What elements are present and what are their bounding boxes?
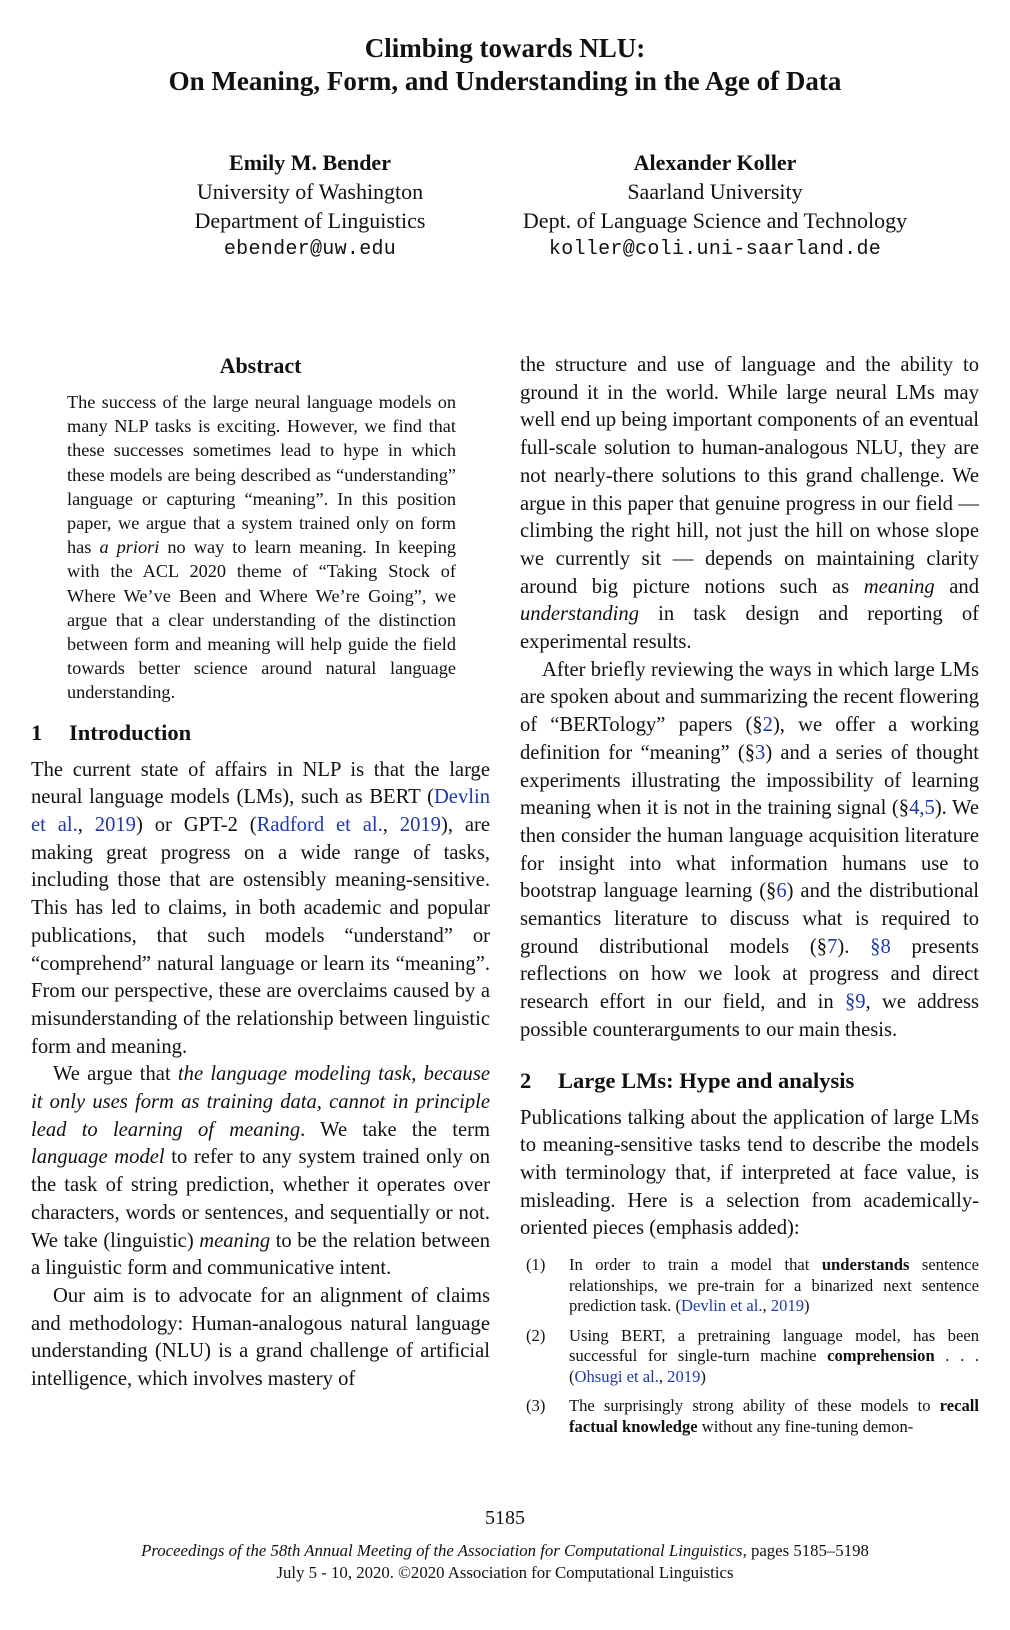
section-number: 1 [31,719,43,745]
citation-link-devlin[interactable]: Devlin et al. [31,786,490,837]
intro-paragraph-3: Our aim is to advocate for an alignment of claims and methodology: Human-analogous natural language understanding (NLU) is a grand challenge of artificial intelligence, which involves mastery of [31,1285,490,1391]
abstract-text: The success of the large neural language models on many NLP tasks is exciting. However, we find that these successes sometimes lead to hype in which these models are being described as “understanding” language or capturing “meaning”. In this position paper, we argue that a system trained only on form has [67,392,456,558]
citation-year-link[interactable]: 2019 [667,1366,701,1386]
section-ref-link[interactable]: 7 [827,935,838,958]
citation-link-ohsugi[interactable]: Ohsugi et al. [574,1366,659,1386]
paragraph-text: We argue that [53,1063,178,1086]
example-item [520,1396,979,1437]
paragraph-text: in task design and reporting of experimental results. [520,603,979,654]
citation-year-link[interactable]: 2019 [770,1296,805,1316]
intro-paragraph-2 [31,1061,490,1283]
intro-paragraph-3-continued [520,352,979,657]
paragraph-text: , [77,814,95,837]
paragraph-text: ) and the distributional semantics literature to discuss what is required to ground distributional models (§ [520,880,979,958]
example-text-part: The surprisingly strong ability of these models to [569,1396,940,1416]
abstract-heading: Abstract [219,353,302,378]
author-name: Emily M. Bender [229,150,391,175]
example-emphasis: understands [821,1255,910,1275]
paragraph-text: The current state of affairs in NLP is that the large neural language models (LMs), such as BERT ( [31,758,490,809]
section-ref-link[interactable]: §8 [870,935,891,958]
example-item [520,1255,979,1317]
right-column [520,352,979,1446]
title-line-1: Climbing towards NLU: [364,33,646,63]
footer-line-2 [0,1562,1010,1584]
footer-copyright: 2020 Association for Computational Linguistics [410,1563,734,1582]
abstract-emphasis: a priori [99,537,160,558]
footer-line-1 [0,1540,1010,1562]
example-text-part: , [762,1296,771,1316]
section-title: Introduction [69,719,192,745]
author-affiliation: Saarland University [627,179,803,204]
section-ref-link[interactable]: 6 [776,880,787,903]
intro-paragraph-1 [31,757,490,1062]
paper-title [0,32,1010,98]
section-heading-introduction [31,719,490,747]
example-item [520,1326,979,1388]
section-ref-link[interactable]: 4 [909,797,920,820]
example-text-part: In order to train a model that [569,1255,822,1275]
author-email[interactable]: koller@coli.uni-saarland.de [548,238,882,261]
page-number: 5185 [485,1507,525,1529]
section-ref-link[interactable]: 3 [755,741,766,764]
paragraph-text: the structure and use of language and the ability to ground it in the world. While large neural LMs may well end up being important components of an eventual full-scale solution to human-analogous NLU, they are not nearly-there solutions to this grand challenge. We argue in this paper that genuine progress in our field — climbing the right hill, not just the hill on whose slope we currently sit — depends on maintaining clarity around big picture notions such as [520,354,979,598]
proceedings-footer [0,1540,1010,1584]
example-text-part: sentence relationships, we pre-train for a binarized next sentence prediction task. ( [569,1255,979,1316]
paragraph-text: presents reflections on how we look at progress and direct research effort in our field, and in [520,935,979,1014]
paragraph-text: , [382,814,400,837]
title-line-2: On Meaning, Form, and Understanding in the Age of Data [168,66,842,96]
section-ref-link[interactable]: 5 [924,797,935,820]
paragraph-text: to be the relation between a linguistic form and communicative intent. [31,1229,490,1280]
paragraph-text: ). We then consider the human language acquisition literature for insight into what information humans use to bootstrap language learning (§ [520,797,979,903]
section-ref-link[interactable]: 2 [762,714,773,737]
paragraph-text: . We take the term [300,1118,491,1141]
citation-link-devlin[interactable]: Devlin et al. [680,1296,763,1316]
example-emphasis: recall factual knowledge [569,1396,979,1436]
emphasis-text: language model [31,1146,165,1169]
example-text-part: ) [804,1296,810,1316]
emphasis-text: meaning [863,575,935,598]
paragraph-text: After briefly reviewing the ways in which large LMs are spoken about and summarizing the recent flowering of “BERTology” papers (§ [520,658,979,737]
section-number: 2 [520,1067,532,1093]
emphasis-text: understanding [520,603,639,626]
example-text-part: Using BERT, a pretraining language model, has been successful for single-turn machine [569,1325,979,1366]
author-name: Alexander Koller [633,150,797,175]
citation-link-radford[interactable]: Radford et al. [256,814,383,837]
author-block-koller [470,148,960,264]
example-text [569,1326,979,1388]
section2-paragraph-1: Publications talking about the application of large LMs to meaning-sensitive tasks tend to describe the models with terminology that, if interpreted at face value, is misleading. Here is a selection from academically-oriented pieces (emphasis added): [520,1106,979,1240]
section-ref-link[interactable]: §9 [844,991,866,1014]
example-number: (3) [526,1396,546,1416]
section-heading-large-lms [520,1067,979,1095]
example-emphasis: comprehension [827,1346,935,1366]
example-text-part: ) [700,1366,706,1386]
paragraph-text: ) or GPT-2 ( [135,814,257,837]
footer-pages: , pages 5185–5198 [742,1541,869,1560]
emphasis-text: the language modeling task, because it only uses form as training data, cannot in principle lead to learning of meaning [31,1063,491,1141]
footer-venue: Proceedings of the 58th Annual Meeting of the Association for Computational Linguistics [141,1541,743,1560]
abstract-text: no way to learn meaning. In keeping with the ACL 2020 theme of “Taking Stock of Where We’ve Been and Where We’re Going”, we argue that a clear understanding of the distinction between form and meaning will help guide the field towards better science around natural language understanding. [67,537,456,703]
example-text-part: . . . ( [569,1346,979,1386]
emphasis-text: meaning [199,1229,271,1252]
author-email[interactable]: ebender@uw.edu [223,238,397,261]
paragraph-text: ), are making great progress on a wide range of tasks, including those that are ostensibly meaning-sensitive. This has led to claims, in both academic and popular publications, that such models “understand” or “comprehend” natural language or learn its “meaning”. From our perspective, these are overclaims caused by a misunderstanding of the relationship between linguistic form and meaning. [31,814,490,1058]
citation-year-link[interactable]: 2019 [94,814,136,837]
author-department: Department of Linguistics [194,208,426,233]
paragraph-text: ). [837,935,871,958]
example-text [569,1255,979,1317]
intro-paragraph-4 [520,657,979,1045]
example-text [569,1396,979,1437]
left-column [31,352,490,1394]
paragraph-text: and [934,575,979,598]
paragraph-text: , [919,797,925,820]
author-affiliation: University of Washington [196,179,424,204]
example-number: (1) [526,1255,546,1275]
copyright-icon: © [398,1563,411,1582]
citation-year-link[interactable]: 2019 [399,814,441,837]
example-number: (2) [526,1325,546,1345]
example-text-part: , [658,1366,668,1386]
paragraph-text: ), we offer a working definition for “meaning” (§ [520,714,979,764]
author-block-bender [150,148,470,264]
example-text-part: without any fine-tuning demon- [697,1416,914,1436]
paragraph-text: , we address possible counterarguments to our main thesis. [520,991,979,1041]
abstract-body [67,390,456,705]
section-title: Large LMs: Hype and analysis [558,1067,855,1093]
paragraph-text: to refer to any system trained only on the task of string prediction, whether it operates over characters, words or sentences, and sequentially or not. We take (linguistic) [31,1146,490,1252]
author-department: Dept. of Language Science and Technology [522,208,908,233]
footer-dates: July 5 - 10, 2020. [276,1563,399,1582]
paragraph-text: ) and a series of thought experiments illustrating the impossibility of learning meaning when it is not in the training signal (§ [520,741,979,820]
